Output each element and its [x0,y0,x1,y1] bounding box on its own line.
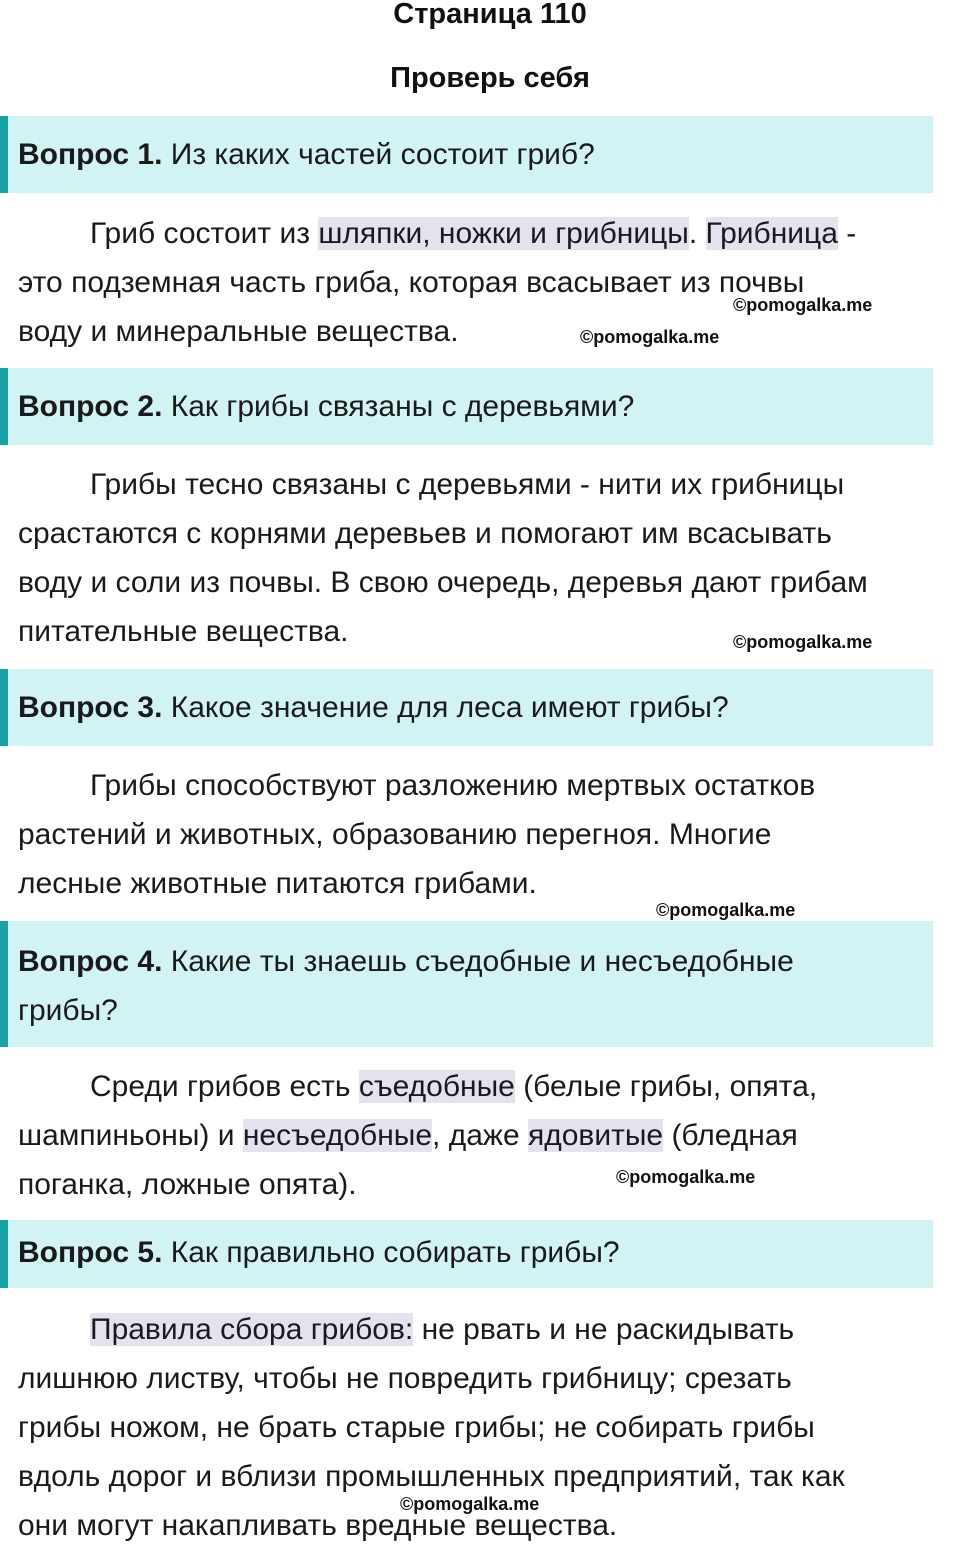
answer-4-line-3: поганка, ложные опята). [18,1168,357,1201]
question-2-text: Как грибы связаны с деревьями? [170,390,635,423]
answer-5-line-2: лишнюю листву, чтобы не повредить грибницу; срезать [18,1362,792,1395]
question-4-line-1 [18,937,921,986]
answer-text: Среди грибов есть [90,1070,359,1103]
watermark: ©pomogalka.me [733,632,873,652]
answer-text: (белые грибы, опята, [514,1070,818,1103]
watermark: ©pomogalka.me [656,900,796,920]
question-3-text: Какое значение для леса имеют грибы? [170,691,729,724]
question-4-block [0,921,933,1047]
answer-3-line-1: Грибы способствуют разложению мертвых остатков [90,769,816,802]
question-4-label: Вопрос 4. [18,945,163,978]
answer-5-line-4: вдоль дорог и вблизи промышленных предприятий, так как [18,1460,845,1493]
question-4-text: Какие ты знаешь съедобные и несъедобные [170,945,794,978]
question-4-line-2: грибы? [18,994,118,1027]
answer-text: шампиньоны) и [18,1119,243,1152]
highlight-rules: Правила сбора грибов: [90,1313,414,1346]
question-3-block [0,669,933,746]
answer-4-line-2 [18,1111,960,1160]
answer-text: Гриб состоит из [90,217,319,250]
highlight-poisonous: ядовитые [527,1119,664,1152]
answer-text: (бледная [663,1119,798,1152]
question-2-label: Вопрос 2. [18,390,163,423]
answer-1-line-1 [18,209,960,258]
question-1-block [0,116,933,193]
answer-5-line-3: грибы ножом, не брать старые грибы; не собирать грибы [18,1411,815,1444]
answer-2-line-2: срастаются с корнями деревьев и помогают им всасывать [18,517,832,550]
answer-4 [18,1062,960,1209]
question-1-text: Из каких частей состоит гриб? [170,138,595,171]
answer-text: . [688,217,706,250]
watermark: ©pomogalka.me [616,1167,756,1187]
answer-2-line-4: питательные вещества. [18,615,349,648]
section-title: Проверь себя [390,62,590,94]
question-2-block [0,368,933,445]
question-5-block [0,1220,933,1288]
highlight-mycelium: Грибница [705,217,838,250]
answer-text: не рвать и не раскидывать [413,1313,795,1346]
watermark: ©pomogalka.me [580,327,720,347]
highlight-parts: шляпки, ножки и грибницы [318,217,689,250]
highlight-edible: съедобные [358,1070,515,1103]
answer-5-line-1 [18,1305,960,1354]
answer-text: - [837,217,857,250]
watermark: ©pomogalka.me [400,1494,540,1514]
answer-5-line-5: они могут накапливать вредные вещества. [18,1509,618,1542]
question-5-label: Вопрос 5. [18,1236,163,1269]
question-1-label: Вопрос 1. [18,138,163,171]
answer-2 [18,460,960,656]
question-5-text: Как правильно собирать грибы? [170,1236,620,1269]
highlight-inedible: несъедобные [242,1119,433,1152]
answer-1-line-2: это подземная часть гриба, которая всасывает из почвы [18,266,805,299]
answer-3-line-2: растений и животных, образованию перегноя. Многие [18,818,772,851]
page-title: Страница 110 [393,0,587,30]
question-3-label: Вопрос 3. [18,691,163,724]
answer-3-line-3: лесные животные питаются грибами. [18,867,537,900]
answer-4-line-1 [18,1062,960,1111]
watermark: ©pomogalka.me [733,295,873,315]
answer-1 [18,209,960,356]
answer-text: , даже [432,1119,528,1152]
answer-2-line-3: воду и соли из почвы. В свою очередь, деревья дают грибам [18,566,868,599]
answer-2-line-1: Грибы тесно связаны с деревьями - нити их грибницы [90,468,845,501]
answer-1-line-3: воду и минеральные вещества. [18,315,459,348]
answer-3 [18,761,960,908]
